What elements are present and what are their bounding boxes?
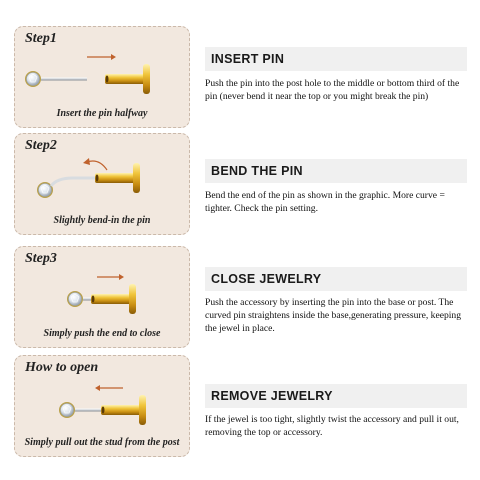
gem-icon	[67, 291, 83, 307]
step-1-panel	[14, 26, 190, 128]
how-to-open-title: How to open	[25, 360, 99, 375]
step-1-title: Step1	[25, 31, 57, 46]
step-3-panel	[14, 246, 190, 348]
how-to-open-caption: Simply pull out the stud from the post	[24, 437, 180, 448]
remove-description: If the jewel is too tight, slightly twist the accessory and pull it out, removing the top or accessory.	[205, 414, 459, 438]
post-icon	[105, 64, 150, 94]
step-1-description: Push the pin into the post hole to the middle or bottom third of the pin (never bend it near the top or you might break the pin)	[205, 78, 460, 102]
how-to-open-panel	[14, 355, 190, 457]
step-1-heading: INSERT PIN	[205, 47, 467, 71]
step-2-panel	[14, 133, 190, 235]
step-3-title: Step3	[25, 251, 57, 266]
pin-icon	[41, 78, 87, 81]
step-2-caption: Slightly bend-in the pin	[53, 215, 151, 226]
post-icon	[91, 284, 136, 314]
step-3-illustration	[15, 267, 191, 327]
step-1-caption: Insert the pin halfway	[56, 108, 148, 119]
step-1-illustration	[15, 47, 191, 107]
step-3-caption: Simply push the end to close	[43, 328, 161, 339]
step-3-description: Push the accessory by inserting the pin into the base or post. The curved pin straightens inside the base,generating pressure, keeping the jewel in place.	[205, 297, 462, 334]
step-2-illustration	[15, 154, 191, 214]
step-2-description: Bend the end of the pin as shown in the graphic. More curve = tighter. Check the pin setting.	[205, 190, 445, 214]
step-2-title: Step2	[25, 138, 57, 153]
pin-icon	[75, 409, 101, 412]
step-2-heading: BEND THE PIN	[205, 159, 467, 183]
remove-heading: REMOVE JEWELRY	[205, 384, 467, 408]
step-2-curved-arrow-icon	[87, 161, 107, 170]
post-icon	[101, 395, 146, 425]
post-icon	[95, 163, 140, 193]
how-to-open-illustration	[15, 376, 191, 436]
gem-icon	[25, 71, 41, 87]
step-3-heading: CLOSE JEWELRY	[205, 267, 467, 291]
gem-icon	[59, 402, 75, 418]
